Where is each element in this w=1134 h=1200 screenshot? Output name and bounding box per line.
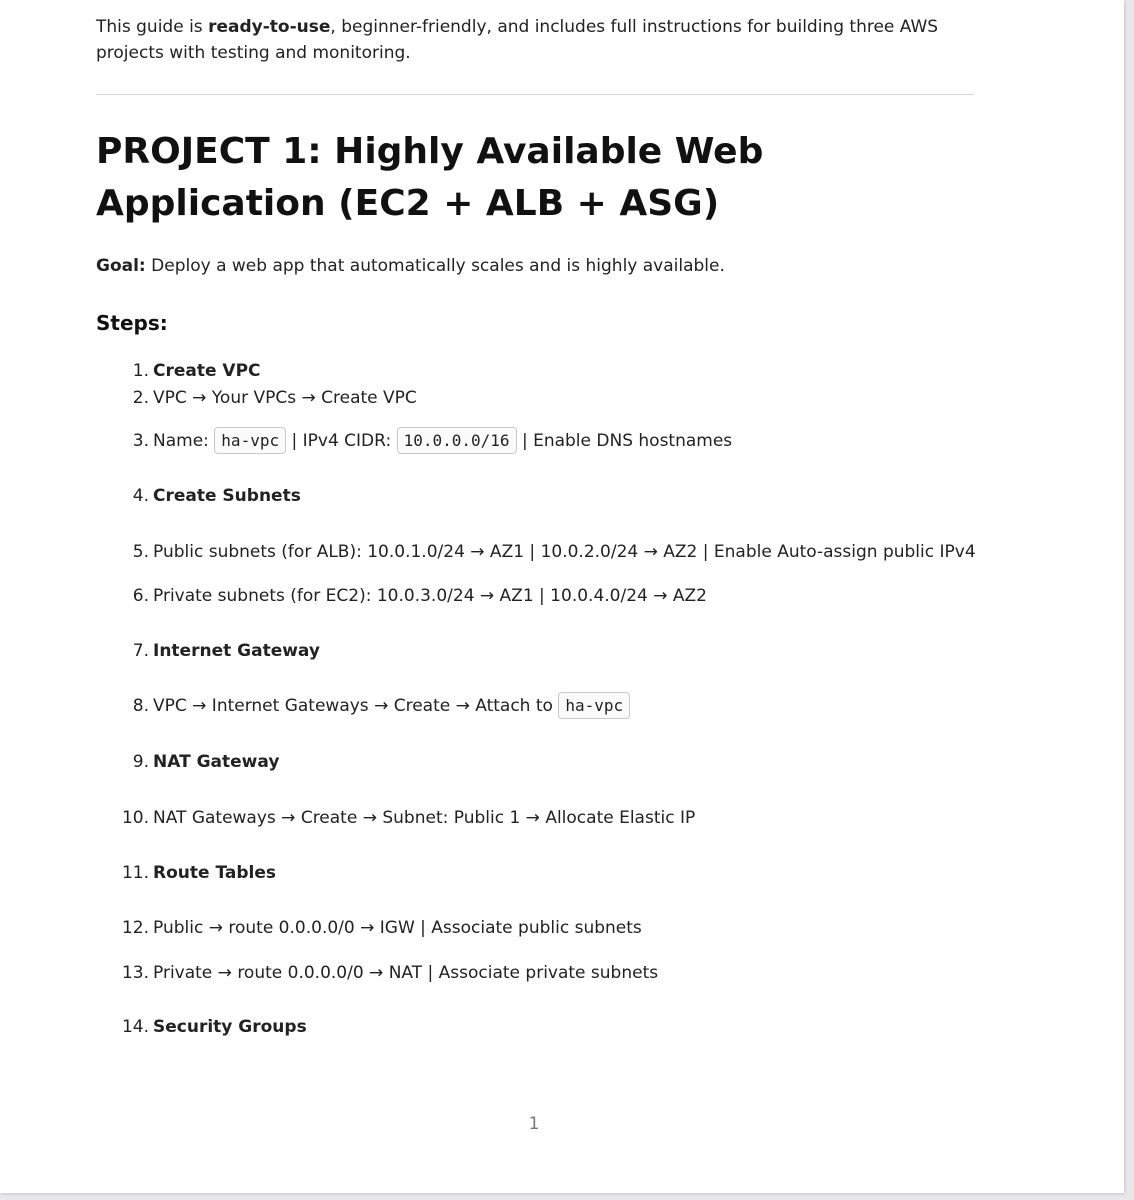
list-item — [100, 582, 1000, 610]
intro-paragraph — [96, 14, 976, 66]
goal-line — [96, 253, 725, 279]
list-item-number: 14. — [121, 1017, 149, 1037]
list-item-text: VPC → Your VPCs → Create VPC — [153, 388, 417, 408]
code-snippet: ha-vpc — [558, 692, 630, 719]
code-snippet: ha-vpc — [214, 427, 286, 454]
list-item — [100, 804, 1000, 832]
code-snippet: 10.0.0.0/16 — [397, 427, 517, 454]
list-item-text: | IPv4 CIDR: — [286, 431, 397, 451]
list-item-text: Public → route 0.0.0.0/0 → IGW | Associate public subnets — [153, 918, 642, 938]
list-item-number: 4. — [132, 486, 149, 506]
list-item-text: Route Tables — [153, 863, 276, 883]
list-item-number: 5. — [132, 542, 149, 562]
list-item — [100, 1013, 1000, 1041]
list-item — [100, 692, 1000, 720]
list-item-text: Internet Gateway — [153, 641, 320, 661]
steps-heading: Steps: — [96, 311, 168, 335]
list-item-text: Name: — [153, 431, 215, 451]
list-item — [100, 538, 1000, 566]
list-item-number: 11. — [121, 863, 149, 883]
list-item-number: 7. — [132, 641, 149, 661]
list-item-number: 6. — [132, 586, 149, 606]
list-item — [100, 384, 1000, 412]
goal-label: Goal: — [96, 256, 146, 276]
list-item-text: NAT Gateways → Create → Subnet: Public 1 → Allocate Elastic IP — [153, 808, 696, 828]
list-item-number: 8. — [132, 696, 149, 716]
list-item-text: Private subnets (for EC2): 10.0.3.0/24 → AZ1 | 10.0.4.0/24 → AZ2 — [153, 586, 707, 606]
list-item-number: 2. — [132, 388, 149, 408]
list-item-number: 13. — [121, 963, 149, 983]
list-item-number: 10. — [121, 808, 149, 828]
list-item — [100, 357, 1000, 385]
horizontal-rule — [96, 94, 974, 95]
list-item-text: | Enable DNS hostnames — [516, 431, 733, 451]
project-title: PROJECT 1: Highly Available Web Application (EC2 + ALB + ASG) — [96, 131, 764, 224]
intro-bold: ready-to-use — [208, 17, 331, 37]
intro-suffix: , beginner-friendly, and includes full instructions for building three AWS projects with testing and monitoring. — [96, 17, 939, 63]
intro-prefix: This guide is — [96, 17, 209, 37]
list-item-text: NAT Gateway — [153, 752, 280, 772]
list-item-text: Security Groups — [153, 1017, 307, 1037]
list-item-text: VPC → Internet Gateways → Create → Attach to — [153, 696, 559, 716]
list-item-number: 9. — [132, 752, 149, 772]
list-item-text: Create VPC — [153, 361, 261, 381]
list-item — [100, 427, 1000, 455]
list-item-number: 3. — [132, 431, 149, 451]
list-item-number: 1. — [132, 361, 149, 381]
list-item — [100, 482, 1000, 510]
list-item-number: 12. — [121, 918, 149, 938]
list-item-text: Public subnets (for ALB): 10.0.1.0/24 → AZ1 | 10.0.2.0/24 → AZ2 | Enable Auto-assign public IPv4 — [153, 542, 976, 562]
goal-text: Deploy a web app that automatically scales and is highly available. — [145, 256, 725, 276]
list-item-text: Private → route 0.0.0.0/0 → NAT | Associate private subnets — [153, 963, 659, 983]
list-item — [100, 748, 1000, 776]
page-number: 1 — [528, 1114, 540, 1134]
list-item — [100, 959, 1000, 987]
list-item — [100, 859, 1000, 887]
list-item — [100, 637, 1000, 665]
list-item — [100, 914, 1000, 942]
list-item-text: Create Subnets — [153, 486, 301, 506]
